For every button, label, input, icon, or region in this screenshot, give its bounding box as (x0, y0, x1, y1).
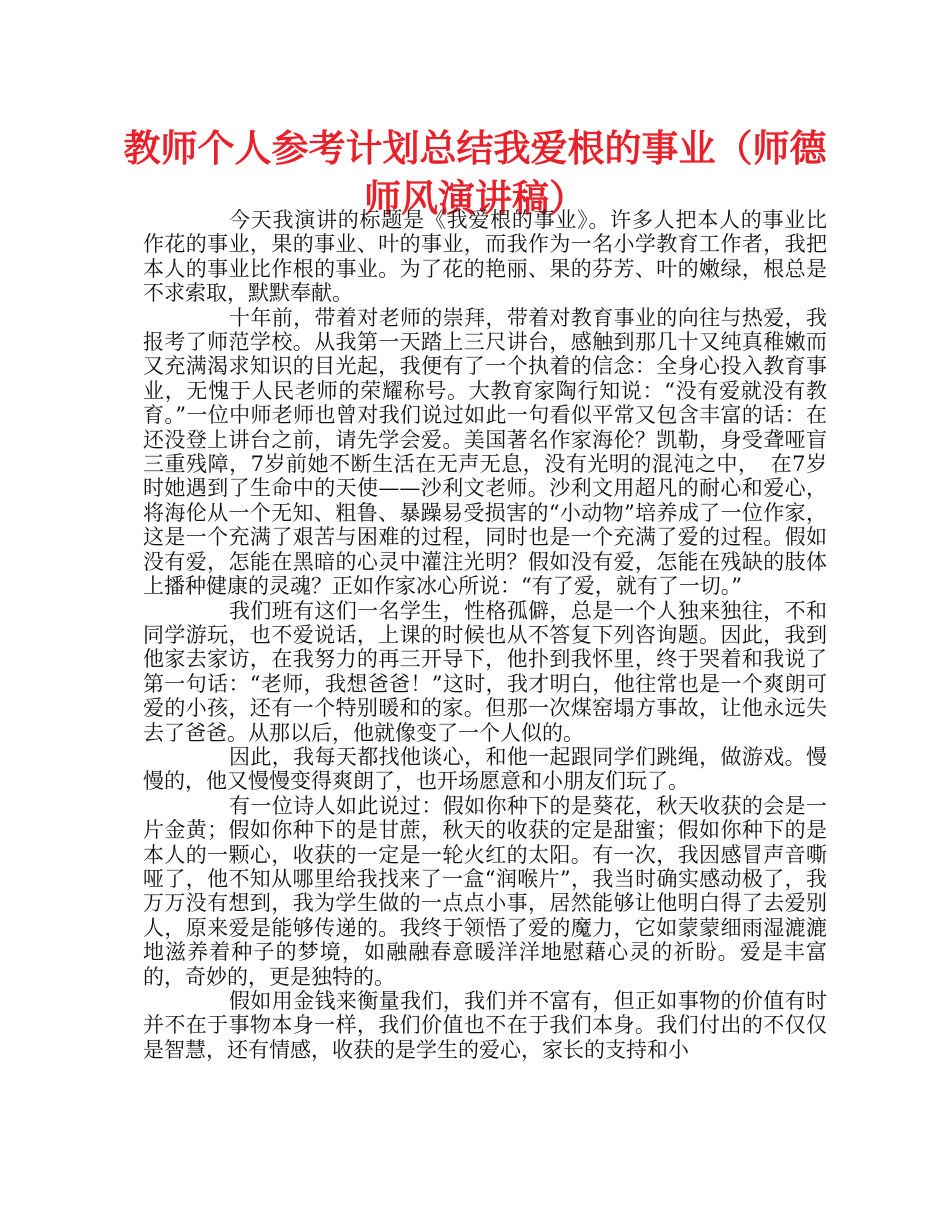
paragraph-2: 十年前，带着对老师的崇拜，带着对教育事业的向往与热爱，我报考了师范学校。从我第一天踏上三尺讲台，感触到那几十又纯真稚嫩而又充满渴求知识的目光起，我便有了一个执着的信念：全身心投入教育事业，无愧于人民老师的荣耀称号。大教育家陶行知说：“没有爱就没有教育。”一位中师老师也曾对我们说过如此一句看似平常又包含丰富的话：在还没登上讲台之前，请先学会爱。美国著名作家海伦？凯勒，身受聋哑盲三重残障，7岁前她不断生活在无声无息，没有光明的混沌之中， 在7岁时她遇到了生命中的天使——沙利文老师。沙利文用超凡的耐心和爱心，将海伦从一个无知、粗鲁、暴躁易受损害的“小动物”培养成了一位作家，这是一个充满了艰苦与困难的过程，同时也是一个充满了爱的过程。假如没有爱，怎能在黑暗的心灵中灌注光明？假如没有爱，怎能在残缺的肢体上播种健康的灵魂？正如作家冰心所说：“有了爱，就有了一切。” (143, 305, 827, 599)
page-title: 教师个人参考计划总结我爱根的事业（师德师风演讲稿） (123, 127, 827, 220)
paragraph-4: 因此，我每天都找他谈心，和他一起跟同学们跳绳，做游戏。慢慢的，他又慢慢变得爽朗了，也开场愿意和小朋友们玩了。 (143, 744, 827, 794)
document-body (143, 208, 827, 1062)
paragraph-6: 假如用金钱来衡量我们，我们并不富有，但正如事物的价值有时并不在于事物本身一样，我们价值也不在于我们本身。我们付出的不仅仅是智慧，还有情感，收获的是学生的爱心，家长的支持和小 (143, 989, 827, 1062)
paragraph-1: 今天我演讲的标题是《我爱根的事业》。许多人把本人的事业比作花的事业，果的事业、叶的事业，而我作为一名小学教育工作者，我把本人的事业比作根的事业。为了花的艳丽、果的芬芳、叶的嫩绿，根总是不求索取，默默奉献。 (143, 208, 827, 306)
paragraph-5: 有一位诗人如此说过：假如你种下的是葵花，秋天收获的会是一片金黄；假如你种下的是甘蔗，秋天的收获的定是甜蜜；假如你种下的是本人的一颗心，收获的一定是一轮火红的太阳。有一次，我因感冒声音嘶哑了，他不知从哪里给我找来了一盒“润喉片”，我当时确实感动极了，我万万没有想到，我为学生做的一点点小事，居然能够让他明白得了去爱别人，原来爱是能够传递的。我终于领悟了爱的魔力，它如蒙蒙细雨湿漉漉地滋养着种子的梦境，如融融春意暖洋洋地慰藉心灵的祈盼。爱是丰富的，奇妙的，更是独特的。 (143, 793, 827, 989)
paragraph-3: 我们班有这们一名学生，性格孤僻，总是一个人独来独往，不和同学游玩，也不爱说话，上课的时候也从不答复下列咨询题。因此，我到他家去家访，在我努力的再三开导下，他扑到我怀里，终于哭着和我说了第一句话：“老师，我想爸爸！”这时，我才明白，他往常也是一个爽朗可爱的小孩，还有一个特别暖和的家。但那一次煤窑塌方事故，让他永远失去了爸爸。从那以后，他就像变了一个人似的。 (143, 598, 827, 745)
